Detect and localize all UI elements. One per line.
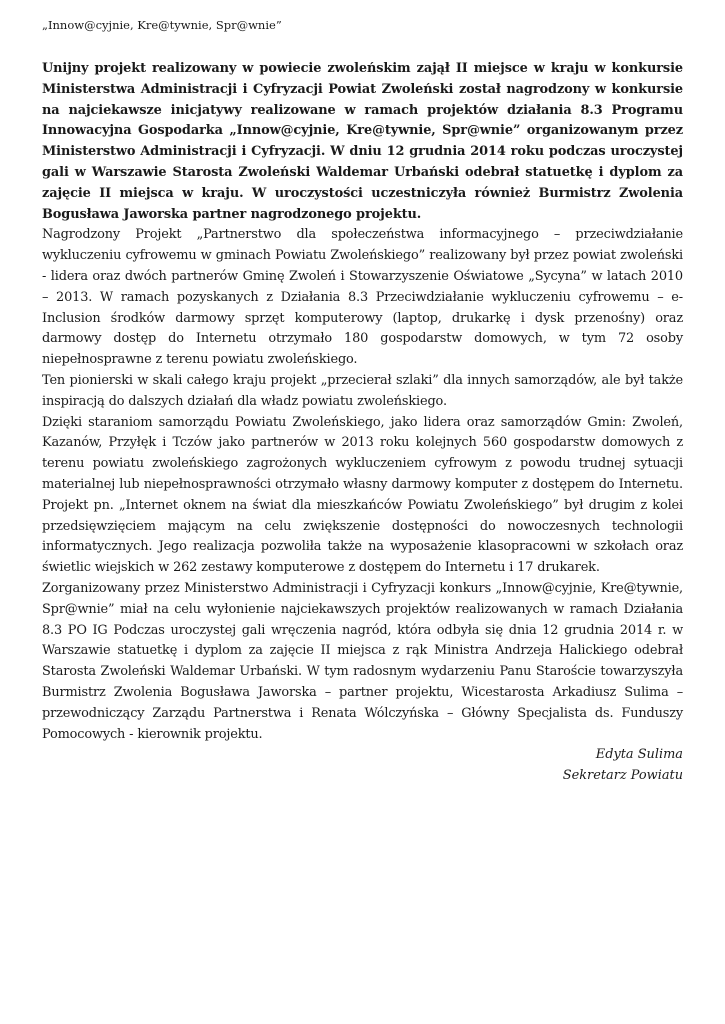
signature-role: Sekretarz Powiatu [562,768,683,784]
body-paragraph: Nagrodzony Projekt „Partnerstwo dla społeczeństwa informacyjnego – przeciwdziałanie wykluczeniu cyfrowemu w gminach Powiatu Zwoleńskiego” realizowany był przez powiat zwoleński - lidera oraz dwóch partnerów Gminę Zwoleń i Stowarzyszenie Oświatowe „Sycyna” w latach 2010 – 2013. W ramach pozyskanych z Działania 8.3 Przeciwdziałanie wykluczeniu cyfrowemu – e-Inclusion środków darmowy sprzęt komputerowy (laptop, drukarkę i dysk przenośny) oraz darmowy dostęp do Internetu otrzymało 180 gospodarstw domowych, w tym 72 osoby niepełnosprawne z terenu powiatu zwoleńskiego. [42,227,683,368]
signature-name: Edyta Sulima [595,747,683,763]
document-header: „Innow@cyjnie, Kre@tywnie, Spr@wnie” [42,18,282,32]
body-paragraph: Dzięki staraniom samorządu Powiatu Zwoleńskiego, jako lidera oraz samorządów Gmin: Zwoleń, Kazanów, Przyłęk i Tczów jako partnerów w 2013 roku kolejnych 560 gospodarstw domowych z terenu powiatu zwoleńskiego zagrożonych wykluczeniem cyfrowym z powodu trudnej sytuacji materialnej lub niepełnosprawności otrzymało własny darmowy komputer z dostępem do Internetu. Projekt pn. „Internet oknem na świat dla mieszkańców Powiatu Zwoleńskiego” był drugim z kolei przedsięwzięciem mającym na celu zwiększenie dostępności do nowoczesnych technologii informatycznych. Jego realizacja pozwoliła także na wyposażenie klasopracowni w szkołach oraz świetlic wiejskich w 262 zestawy komputerowe z dostępem do Internetu i 17 drukarek. [42,414,683,576]
body-paragraph: Zorganizowany przez Ministerstwo Administracji i Cyfryzacji konkurs „Innow@cyjnie, Kre@tywnie, Spr@wnie” miał na celu wyłonienie najciekawszych projektów realizowanych w ramach Działania 8.3 PO IG Podczas uroczystej gali wręczenia nagród, która odbyła się dnia 12 grudnia 2014 r. w Warszawie statuetkę i dyplom za zajęcie II miejsca z rąk Ministra Andrzeja Halickiego odebrał Starosta Zwoleński Waldemar Urbański. W tym radosnym wydarzeniu Panu Staroście towarzyszyła Burmistrz Zwolenia Bogusława Jaworska – partner projektu, Wicestarosta Arkadiusz Sulima – przewodniczący Zarządu Partnerstwa i Renata Wólczyńska – Główny Specjalista ds. Funduszy Pomocowych - kierownik projektu. [42,580,683,742]
body-paragraph: Ten pionierski w skali całego kraju projekt „przecierał szlaki” dla innych samorządów, ale był także inspiracją do dalszych działań dla władz powiatu zwoleńskiego. [42,372,683,409]
lead-paragraph: Unijny projekt realizowany w powiecie zwoleńskim zajął II miejsce w kraju w konkursie Ministerstwa Administracji i Cyfryzacji Powiat Zwoleński został nagrodzony w konkursie na najciekawsze inicjatywy realizowane w ramach projektów działania 8.3 Programu Innowacyjna Gospodarka „Innow@cyjnie, Kre@tywnie, Spr@wnie” organizowanym przez Ministerstwo Administracji i Cyfryzacji. W dniu 12 grudnia 2014 roku podczas uroczystej gali w Warszawie Starosta Zwoleński Waldemar Urbański odebrał statuetkę i dyplom za zajęcie II miejsca w kraju. W uroczystości uczestniczyła również Burmistrz Zwolenia Bogusława Jaworska partner nagrodzonego projektu. [42,61,683,222]
